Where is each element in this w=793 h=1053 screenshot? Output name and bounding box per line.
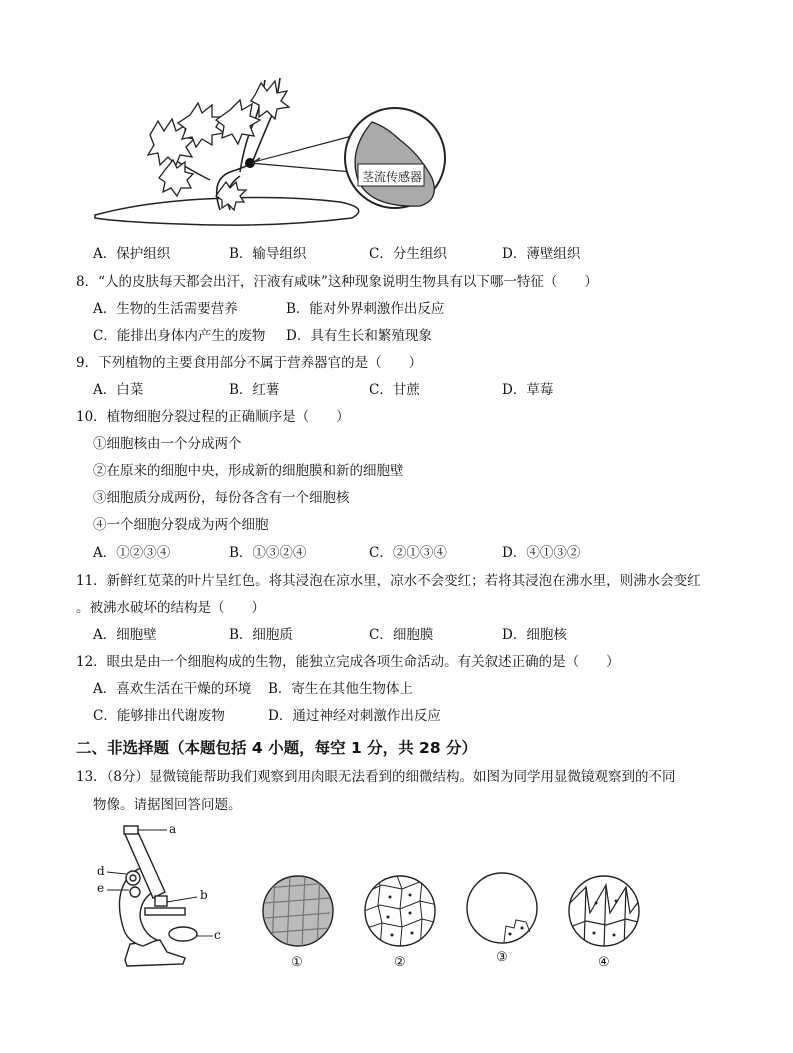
q11-stem-line2: 。被沸水破坏的结构是（ ） [76, 600, 265, 616]
q10-step-3: ③细胞质分成两份，每份各含有一个细胞核 [93, 490, 350, 506]
microscope-label-b: b [200, 888, 208, 902]
q8-option-c: C．能排出身体内产生的废物 [93, 328, 266, 344]
q10-option-a: A．①②③④ [93, 545, 171, 561]
q11-option-b: B．细胞质 [229, 627, 293, 643]
sensor-label: 茎流传感器 [362, 170, 423, 184]
q8-option-b: B．能对外界刺激作出反应 [286, 301, 445, 317]
q11-option-d: D．细胞核 [502, 627, 567, 643]
section-title: 二、非选择题（本题包括 4 小题，每空 1 分，共 28 分） [76, 739, 478, 757]
view-label-1: ① [291, 955, 303, 970]
q7-option-d: D．薄壁组织 [502, 246, 581, 262]
q9-option-d: D．草莓 [502, 382, 554, 398]
q7-option-a: A．保护组织 [93, 246, 171, 262]
q11-option-a: A．细胞壁 [93, 627, 157, 643]
q9-stem: 9．下列植物的主要食用部分不属于营养器官的是（ ） [76, 355, 423, 371]
microscope-label-c: c [214, 928, 221, 942]
microscope-view-1 [260, 873, 336, 949]
q12-option-a: A．喜欢生活在干燥的环境 [93, 681, 252, 697]
q8-stem: 8．“人的皮肤每天都会出汗，汗液有咸味”这种现象说明生物具有以下哪一特征（ ） [76, 274, 598, 290]
q12-option-d: D．通过神经对刺激作出反应 [268, 708, 441, 724]
microscope-view-4 [566, 873, 642, 949]
q10-option-d: D．④①③② [502, 545, 581, 561]
microscope-figure [95, 822, 235, 972]
q7-option-c: C．分生组织 [369, 246, 447, 262]
q10-step-1: ①细胞核由一个分成两个 [93, 436, 242, 452]
q12-option-b: B．寄生在其他生物体上 [268, 681, 413, 697]
q12-stem: 12．眼虫是由一个细胞构成的生物，能独立完成各项生命活动。有关叙述正确的是（ ） [76, 654, 620, 670]
q9-option-a: A．白菜 [93, 382, 144, 398]
q10-step-2: ②在原来的细胞中央，形成新的细胞膜和新的细胞壁 [93, 463, 404, 479]
q11-option-c: C．细胞膜 [369, 627, 434, 643]
q10-step-4: ④一个细胞分裂成为两个细胞 [93, 517, 269, 533]
microscope-label-a: a [169, 822, 177, 836]
view-label-4: ④ [598, 955, 610, 970]
q8-option-d: D．具有生长和繁殖现象 [286, 328, 432, 344]
q7-option-b: B．输导组织 [229, 246, 307, 262]
microscope-label-d: d [97, 864, 105, 878]
view-label-2: ② [394, 955, 406, 970]
q10-option-c: C．②①③④ [369, 545, 447, 561]
q11-stem-line1: 11．新鲜红苋菜的叶片呈红色。将其浸泡在凉水里，凉水不会变红；若将其浸泡在沸水里，则沸水会变红 [76, 573, 701, 589]
microscope-view-3 [464, 870, 540, 946]
q12-option-c: C．能够排出代谢废物 [93, 708, 225, 724]
q10-option-b: B．①③②④ [229, 545, 307, 561]
q9-option-c: C．甘蔗 [369, 382, 420, 398]
plant-sensor-figure [90, 60, 470, 235]
view-label-3: ③ [496, 950, 508, 965]
q13-stem-line2: 物像。请据图回答问题。 [93, 797, 242, 813]
q9-option-b: B．红薯 [229, 382, 280, 398]
q10-stem: 10．植物细胞分裂过程的正确顺序是（ ） [76, 409, 350, 425]
microscope-label-e: e [97, 881, 105, 895]
q8-option-a: A．生物的生活需要营养 [93, 301, 238, 317]
q13-stem-line1: 13．（8分）显微镜能帮助我们观察到用肉眼无法看到的细微结构。如图为同学用显微镜观察到的不同 [76, 769, 676, 785]
microscope-view-2 [362, 873, 438, 949]
